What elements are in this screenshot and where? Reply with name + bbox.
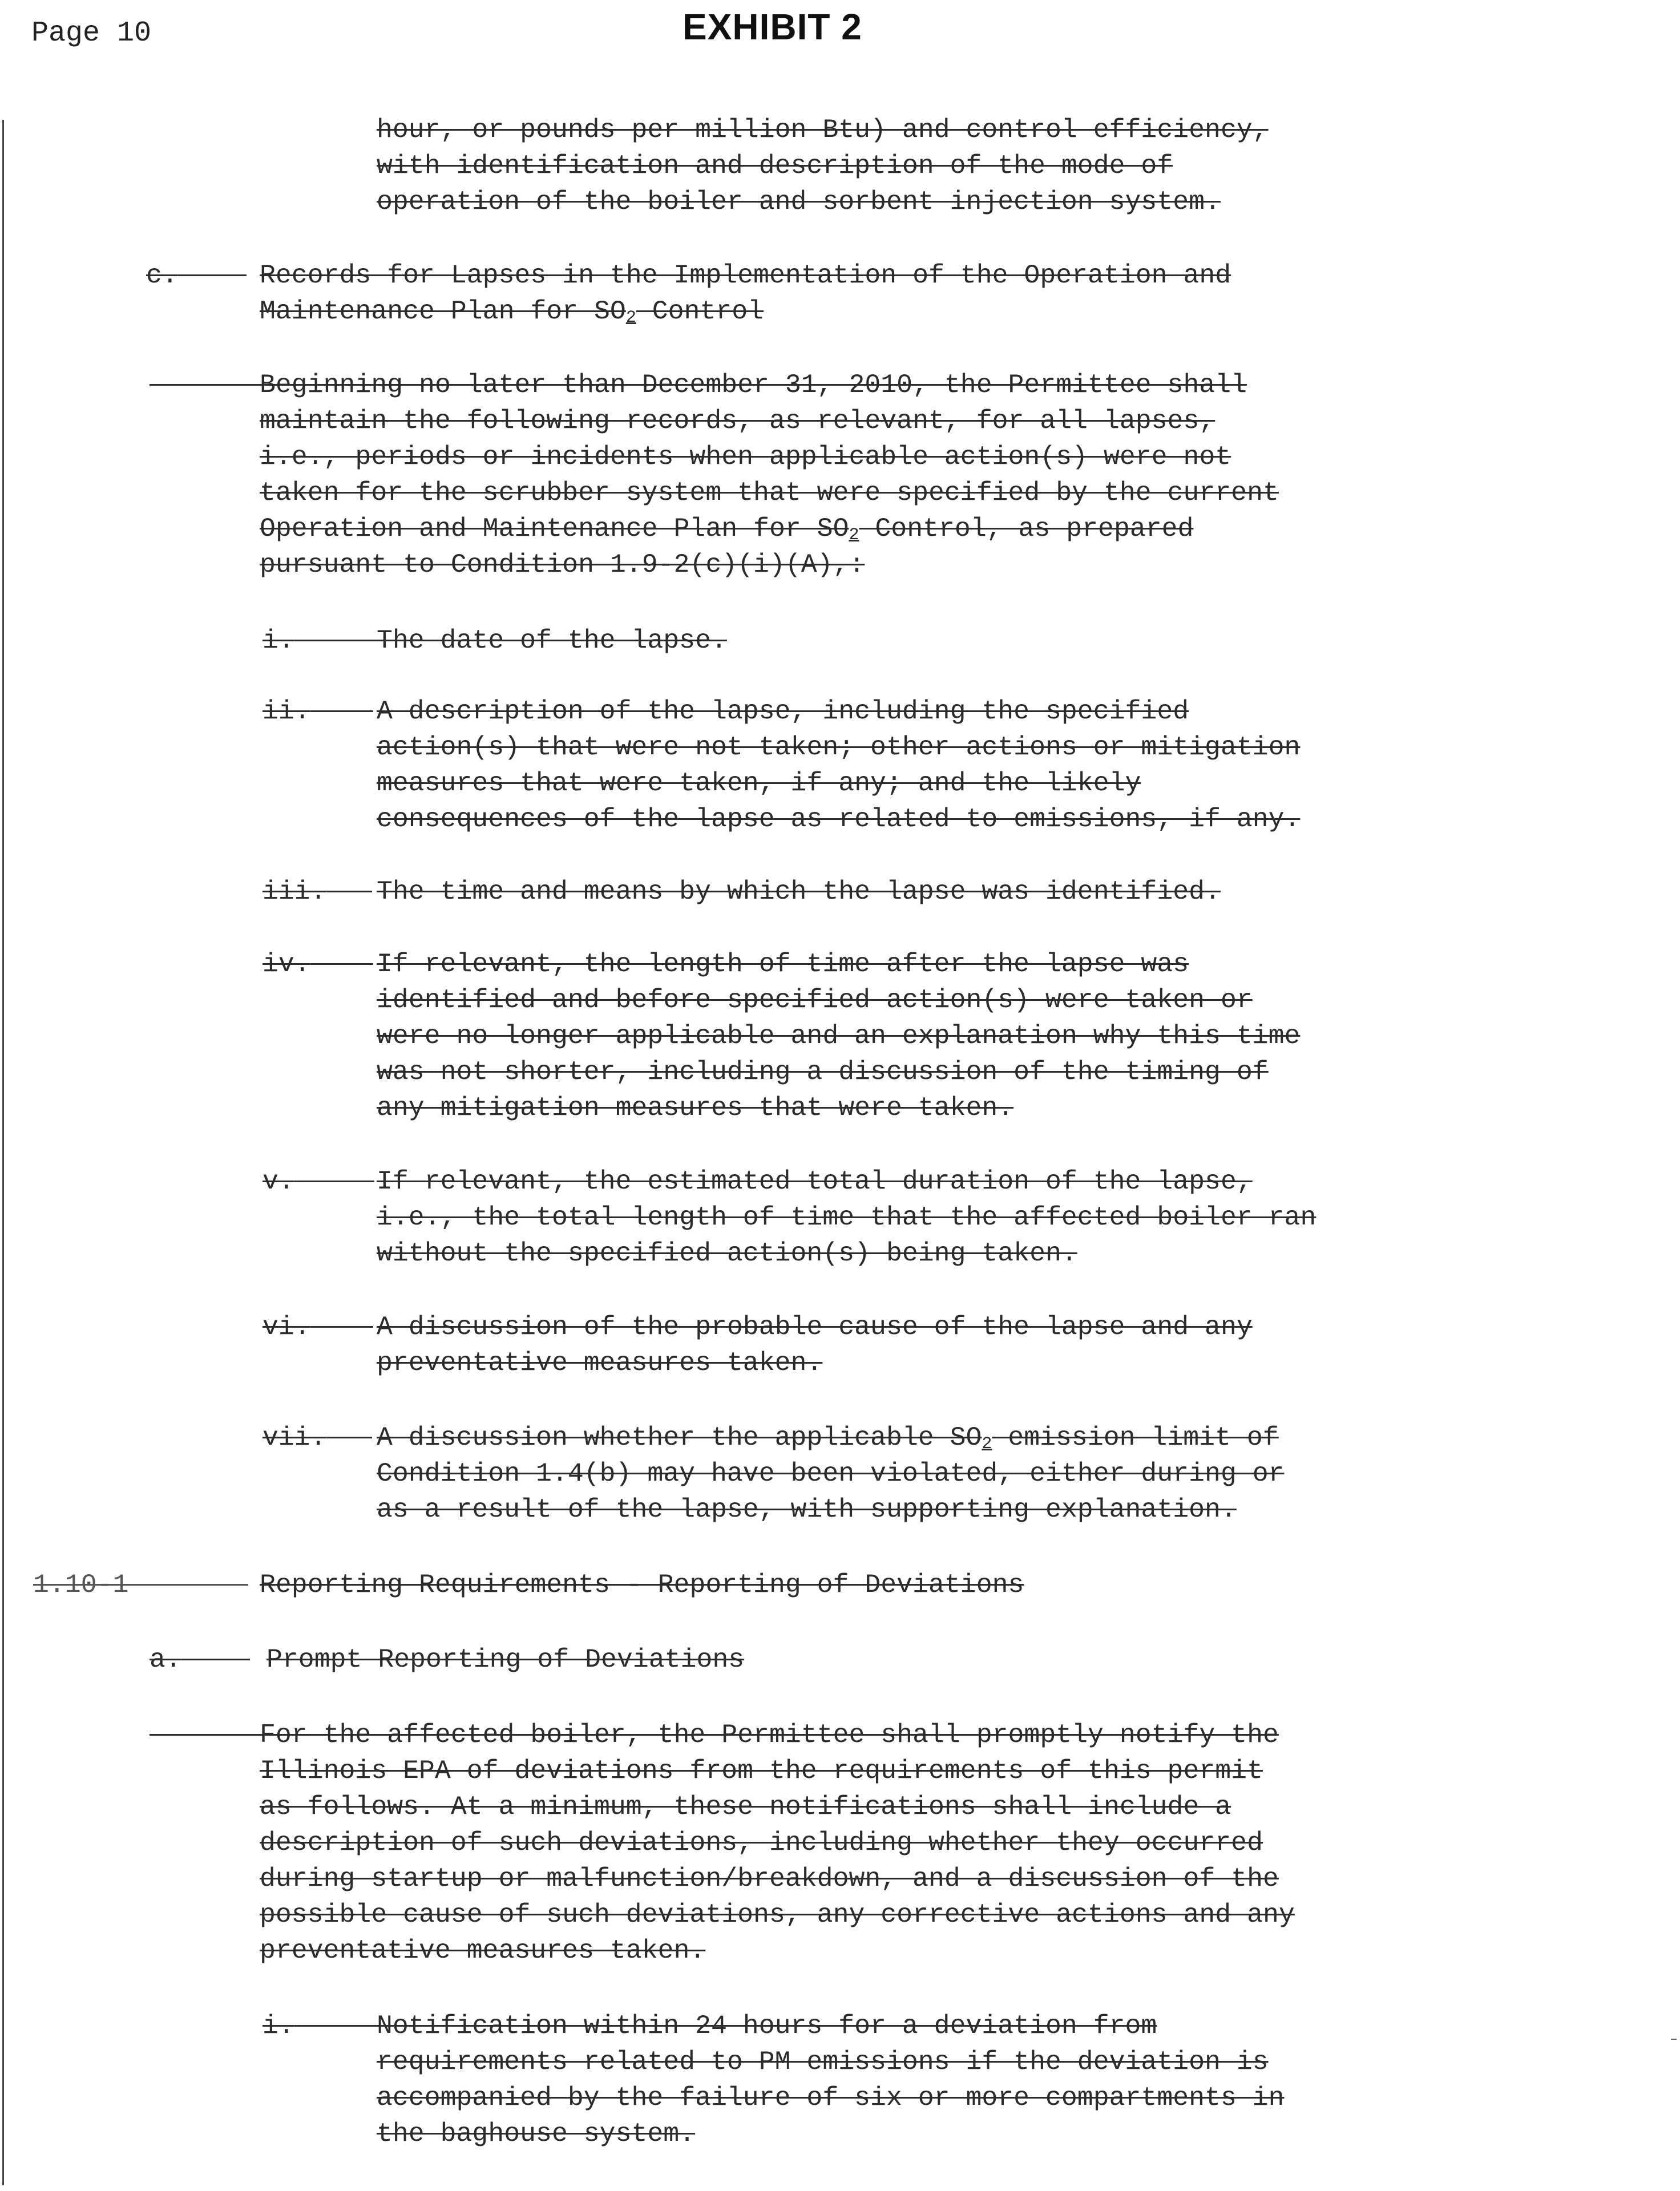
list-item: If relevant, the length of time after the lapse was xyxy=(377,949,1189,979)
paragraph-line: i.e., periods or incidents when applicable action(s) were not xyxy=(260,442,1231,472)
subsection-title: Prompt Reporting of Deviations xyxy=(266,1644,745,1675)
page-number: Page 10 xyxy=(31,17,152,50)
list-item: The time and means by which the lapse was identified. xyxy=(377,876,1221,907)
list-item: action(s) that were not taken; other actions or mitigation xyxy=(377,732,1301,762)
list-item: any mitigation measures that were taken. xyxy=(377,1093,1014,1123)
list-item: identified and before specified action(s) were taken or xyxy=(377,985,1253,1015)
paragraph-line: as follows. At a minimum, these notifications shall include a xyxy=(260,1792,1231,1822)
exhibit-label: EXHIBIT 2 xyxy=(682,6,862,47)
item-marker: vii. xyxy=(262,1425,372,1452)
item-marker: v. xyxy=(262,1169,374,1195)
edge-mark xyxy=(1671,2039,1677,2040)
paragraph-line: preventative measures taken. xyxy=(260,1935,706,1966)
paragraph-line: maintain the following records, as relevant, for all lapses, xyxy=(260,406,1215,436)
list-item: preventative measures taken. xyxy=(377,1348,823,1378)
list-item: accompanied by the failure of six or more compartments in xyxy=(377,2083,1285,2113)
list-item: The date of the lapse. xyxy=(377,625,727,656)
list-item: was not shorter, including a discussion of the timing of xyxy=(377,1057,1269,1087)
section-heading: Records for Lapses in the Implementation of the Operation and xyxy=(260,260,1231,290)
section-heading: Maintenance Plan for $SO_2$ Control xyxy=(260,296,764,328)
list-item: consequences of the lapse as related to emissions, if any. xyxy=(377,804,1301,834)
text-line: operation of the boiler and sorbent injection system. xyxy=(377,187,1221,217)
item-marker: ii. xyxy=(262,698,373,725)
item-marker: vi. xyxy=(262,1314,373,1341)
list-item: A discussion whether the applicable $SO_2$ emission limit of xyxy=(377,1422,1279,1454)
paragraph-line: possible cause of such deviations, any corrective actions and any xyxy=(260,1899,1295,1930)
list-item: Notification within 24 hours for a deviation from xyxy=(377,2011,1157,2041)
item-marker: i. xyxy=(262,628,380,654)
list-item: A description of the lapse, including the specified xyxy=(377,696,1189,726)
list-item: without the specified action(s) being taken. xyxy=(377,1238,1077,1268)
text-line: with identification and description of the mode of xyxy=(377,151,1173,181)
list-item: Condition 1.4(b) may have been violated, either during or xyxy=(377,1458,1285,1489)
list-item: If relevant, the estimated total duration of the lapse, xyxy=(377,1166,1253,1196)
paragraph-line: description of such deviations, including whether they occurred xyxy=(260,1828,1263,1858)
list-item: i.e., the total length of time that the affected boiler ran xyxy=(377,1202,1316,1232)
item-marker: i. xyxy=(262,2013,380,2040)
section-number: 1.10-1 xyxy=(33,1572,248,1599)
item-marker: c. xyxy=(146,262,247,289)
text-line: hour, or pounds per million Btu) and control efficiency, xyxy=(377,115,1269,145)
paragraph-line: Beginning no later than December 31, 2010, the Permittee shall xyxy=(150,372,1247,399)
left-margin-rule xyxy=(2,120,4,2185)
paragraph-line: Illinois EPA of deviations from the requirements of this permit xyxy=(260,1756,1263,1786)
list-item: the baghouse system. xyxy=(377,2119,696,2149)
item-marker: iii. xyxy=(262,879,372,905)
list-item: requirements related to PM emissions if the deviation is xyxy=(377,2047,1269,2077)
list-item: were no longer applicable and an explanation why this time xyxy=(377,1021,1301,1051)
section-title: Reporting Requirements - Reporting of Deviations xyxy=(260,1570,1024,1600)
list-item: as a result of the lapse, with supporting explanation. xyxy=(377,1494,1237,1525)
paragraph-line: For the affected boiler, the Permittee shall promptly notify the xyxy=(150,1722,1279,1749)
paragraph-line: during startup or malfunction/breakdown, and a discussion of the xyxy=(260,1863,1279,1894)
list-item: A discussion of the probable cause of the lapse and any xyxy=(377,1312,1253,1342)
item-marker: iv. xyxy=(262,951,373,978)
paragraph-line: taken for the scrubber system that were specified by the current xyxy=(260,478,1279,508)
paragraph-line: Operation and Maintenance Plan for $SO_2$ Control, as prepared xyxy=(260,514,1194,545)
list-item: measures that were taken, if any; and the likely xyxy=(377,768,1141,798)
paragraph-line: pursuant to Condition 1.9-2(c)(i)(A),: xyxy=(260,549,865,580)
item-marker: a. xyxy=(150,1647,250,1673)
